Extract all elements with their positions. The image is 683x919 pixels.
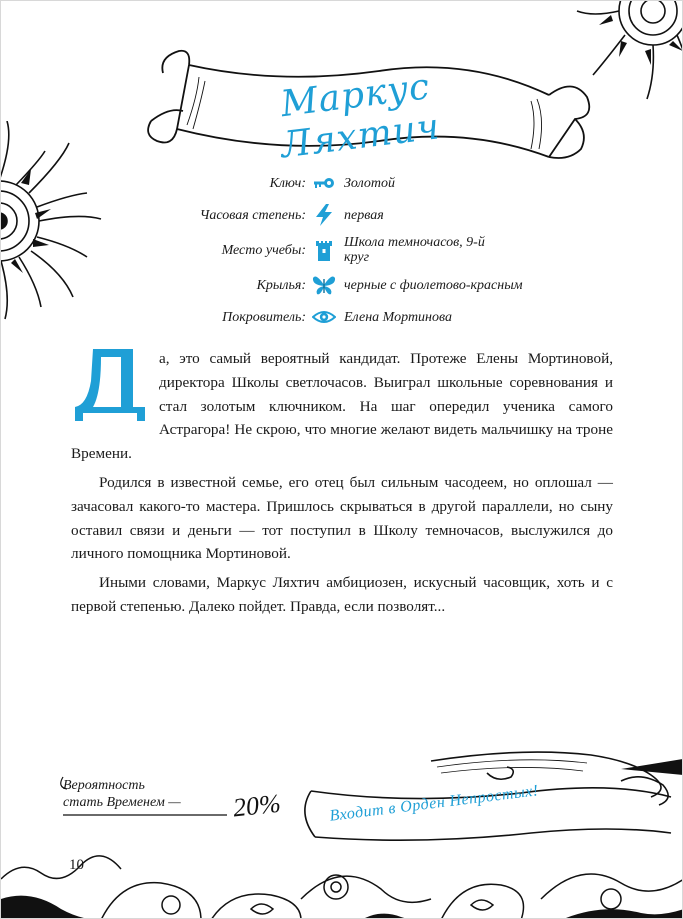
attr-label: Место учебы:	[221, 242, 306, 258]
attr-value: черные с фиолетово-красным	[344, 277, 523, 293]
attr-value: Школа темночасов, 9-й круг	[344, 235, 485, 265]
attr-label: Ключ:	[269, 175, 306, 191]
eye-icon	[312, 305, 336, 329]
attr-row-school	[199, 235, 579, 265]
paragraph-1	[71, 347, 613, 466]
attr-row-patron	[199, 305, 579, 329]
dropcap	[71, 347, 153, 425]
attr-row-key	[199, 171, 579, 195]
bottom-ornament	[1, 839, 683, 919]
attr-value: Елена Мортинова	[344, 309, 452, 325]
attr-label: Крылья:	[256, 277, 306, 293]
dropcap-glyph	[71, 341, 151, 427]
probability-label-line2: стать Временем —	[63, 795, 181, 810]
paragraph-3: Иными словами, Маркус Ляхтич амбициозен, искусный часовщик, хоть и с первой степенью. Далеко пойдет. Правда, если позволят...	[71, 574, 613, 615]
order-motto: Входит в Орден Непростых!	[328, 782, 540, 825]
attr-label: Часовая степень:	[199, 207, 306, 223]
attr-row-wings	[199, 273, 579, 297]
butterfly-icon	[312, 273, 336, 297]
attr-row-degree	[199, 203, 579, 227]
paragraph-1-text: а, это самый вероятный кандидат. Протеже Елены Мортиновой, директора Школы светлочасов. Выиграл школьные соревнования и стал золотым ключником. На шаг опередил ученика самого Астрагора! Не скрою, что многие желают видеть мальчишку на троне Времени.	[71, 350, 613, 463]
attr-value: первая	[344, 207, 384, 223]
key-icon	[312, 171, 336, 195]
sun-ornament-left	[0, 121, 111, 321]
lightning-icon	[312, 203, 336, 227]
body-text	[71, 347, 613, 624]
tower-icon	[312, 238, 336, 262]
character-name-title: Маркус Ляхтич	[278, 66, 443, 167]
probability-value: 20%	[231, 788, 283, 823]
page-number: 10	[69, 857, 84, 873]
attr-value: Золотой	[344, 175, 395, 191]
attr-label: Покровитель:	[222, 309, 306, 325]
probability-label-line1: Вероятность	[63, 778, 145, 793]
paragraph-2: Родился в известной семье, его отец был сильным часодеем, но оплошал — зачасовал какого-то мастера. Пришлось скрываться в другой параллели, но сыну оставил связи и деньги — тот поступил в Школу темночасов, выслужился до личного помощника Мортиновой.	[71, 473, 613, 563]
character-attributes	[199, 171, 579, 337]
